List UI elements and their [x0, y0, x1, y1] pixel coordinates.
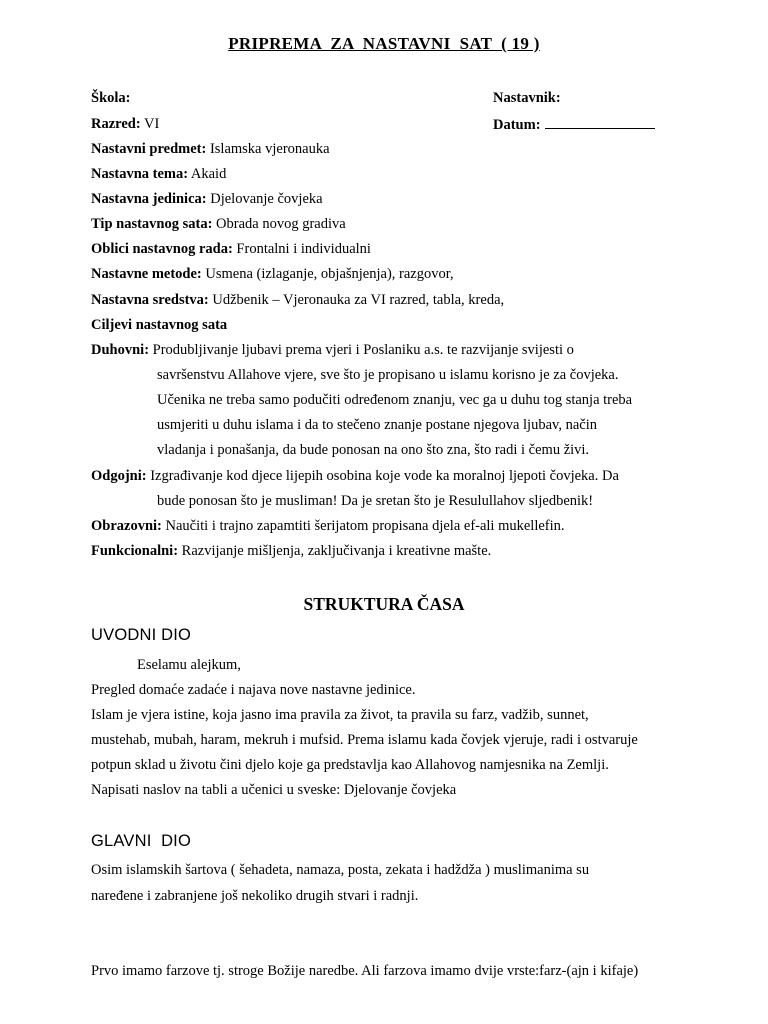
- structure-heading: STRUKTURA ČASA: [303, 594, 465, 614]
- intro-line: Islam je vjera istine, koja jasno ima pravila za život, ta pravila su farz, vadžib, sunnet,: [91, 707, 589, 723]
- topic-row: [91, 165, 226, 183]
- learning-goal-value: Naučiti i trajno zapamtiti šerijatom propisana djela ef-ali mukellefin.: [161, 518, 565, 534]
- unit-value: Djelovanje čovjeka: [206, 191, 323, 207]
- learning-goal-row: [91, 517, 565, 535]
- spiritual-goal-line: usmjeriti u duhu islama i da to stečeno znanje postane njegova ljubav, način: [157, 417, 597, 433]
- functional-goal-value: Razvijanje mišljenja, zaključivanja i kreativne mašte.: [178, 543, 492, 559]
- spiritual-goal-line: vladanja i ponašanja, da bude ponosan na ono što zna, što radi i čemu živi.: [157, 442, 590, 458]
- spiritual-goal-row: [91, 341, 574, 359]
- resources-label: Nastavna sredstva:: [91, 292, 209, 308]
- subject-row: [91, 140, 330, 158]
- school-row: [91, 89, 131, 107]
- intro-line: Napisati naslov na tabli a učenici u sveske: Djelovanje čovjeka: [91, 782, 457, 798]
- intro-section-heading: UVODNI DIO: [91, 626, 192, 644]
- date-blank-line: [545, 115, 655, 129]
- learning-goal-label: Obrazovni:: [91, 518, 162, 534]
- school-label: Škola:: [91, 90, 131, 106]
- date-row: [493, 115, 655, 134]
- lesson-type-label: Tip nastavnog sata:: [91, 216, 213, 232]
- work-forms-value: Frontalni i individualni: [232, 241, 371, 257]
- functional-goal-label: Funkcionalni:: [91, 543, 179, 559]
- grade-label: Razred:: [91, 116, 141, 132]
- document-title: PRIPREMA ZA NASTAVNI SAT ( 19 ): [228, 34, 540, 53]
- methods-row: [91, 265, 454, 283]
- grade-row: [91, 115, 159, 133]
- main-line: Prvo imamo farzove tj. stroge Božije naredbe. Ali farzova imamo dvije vrste:farz-(ajn i kifaje): [91, 963, 639, 979]
- educational-goal-line: bude ponosan što je musliman! Da je sretan što je Resulullahov sljedbenik!: [157, 493, 594, 509]
- topic-label: Nastavna tema:: [91, 166, 189, 182]
- unit-row: [91, 190, 323, 208]
- educational-goal-line: Izgrađivanje kod djece lijepih osobina koje vode ka moralnoj ljepoti čovjeka. Da: [146, 468, 619, 484]
- date-label: Datum:: [493, 117, 541, 133]
- spiritual-goal-line: Učenika ne treba samo podučiti određenom znanju, vec ga u duhu tog stanja treba: [157, 392, 633, 408]
- subject-value: Islamska vjeronauka: [206, 141, 330, 157]
- methods-value: Usmena (izlaganje, objašnjenja), razgovor,: [201, 266, 454, 282]
- intro-line: Pregled domaće zadaće i najava nove nastavne jedinice.: [91, 682, 416, 698]
- topic-value: Akaid: [188, 166, 227, 182]
- lesson-type-row: [91, 215, 346, 233]
- unit-label: Nastavna jedinica:: [91, 191, 207, 207]
- subject-label: Nastavni predmet:: [91, 141, 207, 157]
- main-line: Osim islamskih šartova ( šehadeta, namaza, posta, zekata i hadždža ) muslimanima su: [91, 862, 590, 878]
- resources-row: [91, 291, 504, 309]
- goals-heading: Ciljevi nastavnog sata: [91, 317, 228, 333]
- main-section-heading: GLAVNI DIO: [91, 832, 191, 850]
- main-line: naređene i zabranjene još nekoliko drugih stvari i radnji.: [91, 888, 419, 904]
- functional-goal-row: [91, 542, 491, 560]
- spiritual-goal-line: Produbljivanje ljubavi prema vjeri i Poslaniku a.s. te razvijanje svijesti o: [149, 342, 574, 358]
- grade-value: VI: [140, 116, 160, 132]
- spiritual-goal-label: Duhovni:: [91, 342, 150, 358]
- methods-label: Nastavne metode:: [91, 266, 202, 282]
- teacher-row: [493, 89, 561, 107]
- intro-line: mustehab, mubah, haram, mekruh i mufsid. Prema islamu kada čovjek vjeruje, radi i ostvaruje: [91, 732, 638, 748]
- lesson-type-value: Obrada novog gradiva: [212, 216, 346, 232]
- educational-goal-row: [91, 467, 619, 485]
- teacher-label: Nastavnik:: [493, 90, 561, 106]
- intro-line: potpun sklad u životu čini djelo koje ga predstavlja kao Allahovog namjesnika na Zemlji.: [91, 757, 609, 773]
- work-forms-row: [91, 240, 371, 258]
- resources-value: Udžbenik – Vjeronauka za VI razred, tabla, kreda,: [208, 292, 505, 308]
- spiritual-goal-line: savršenstvu Allahove vjere, sve što je propisano u islamu korisno je za čovjeka.: [157, 367, 619, 383]
- goals-heading-row: [91, 316, 227, 334]
- educational-goal-label: Odgojni:: [91, 468, 147, 484]
- work-forms-label: Oblici nastavnog rada:: [91, 241, 233, 257]
- intro-greeting: Eselamu alejkum,: [137, 657, 241, 673]
